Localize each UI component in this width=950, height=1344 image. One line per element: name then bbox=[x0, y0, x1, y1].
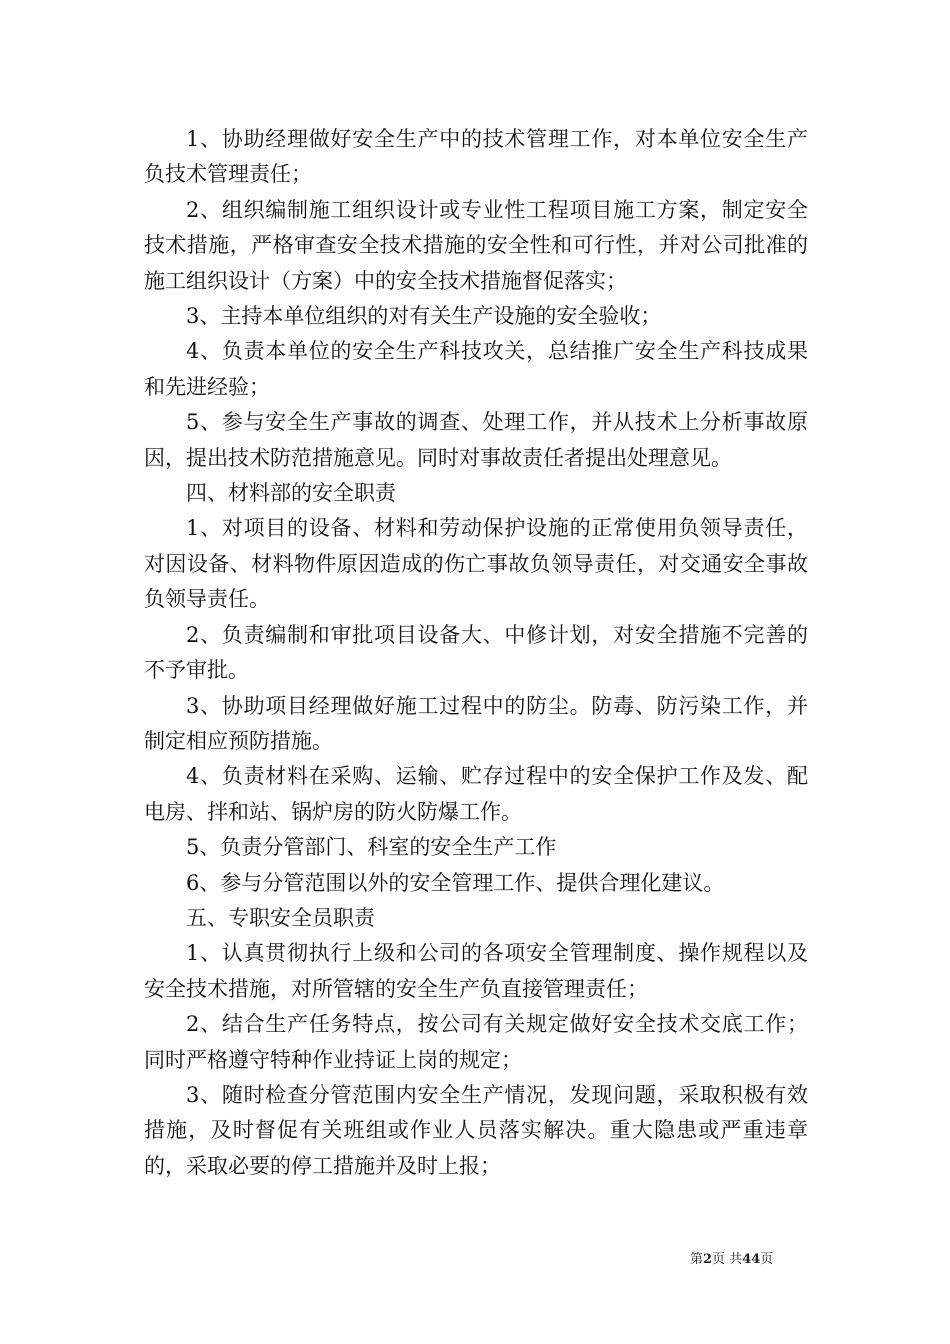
footer-middle: 页 共 bbox=[712, 1252, 743, 1267]
paragraph: 4、负责材料在采购、运输、贮存过程中的安全保护工作及发、配电房、拌和站、锅炉房的防火防爆工作。 bbox=[144, 764, 808, 824]
footer-suffix: 页 bbox=[760, 1252, 774, 1267]
paragraph: 2、负责编制和审批项目设备大、中修计划，对安全措施不完善的不予审批。 bbox=[144, 622, 808, 683]
paragraph: 2、组织编制施工组织设计或专业性工程项目施工方案，制定安全技术措施，严格审查安全技术措施的安全性和可行性，并对公司批准的施工组织设计（方案）中的安全技术措施督促落实； bbox=[144, 197, 808, 293]
document-body bbox=[144, 122, 808, 1184]
paragraph: 5、负责分管部门、科室的安全生产工作 bbox=[186, 835, 557, 860]
paragraph: 3、随时检查分管范围内安全生产情况，发现问题，采取积极有效措施，及时督促有关班组或作业人员落实解决。重大隐患或严重违章的，采取必要的停工措施并及时上报； bbox=[144, 1082, 808, 1178]
footer-prefix: 第 bbox=[690, 1252, 704, 1267]
section-heading: 四、材料部的安全职责 bbox=[186, 481, 396, 506]
paragraph: 2、结合生产任务特点，按公司有关规定做好安全技术交底工作；同时严格遵守特种作业持证上岗的规定； bbox=[144, 1012, 808, 1072]
footer-page-number: 2 bbox=[703, 1252, 713, 1267]
paragraph: 3、协助项目经理做好施工过程中的防尘。防毒、防污染工作，并制定相应预防措施。 bbox=[144, 693, 808, 753]
paragraph: 1、认真贯彻执行上级和公司的各项安全管理制度、操作规程以及安全技术措施，对所管辖的安全生产负直接管理责任； bbox=[144, 941, 808, 1001]
paragraph: 3、主持本单位组织的对有关生产设施的安全验收； bbox=[186, 304, 662, 329]
page-footer bbox=[690, 1248, 820, 1267]
footer-total-pages: 44 bbox=[742, 1252, 761, 1267]
paragraph: 1、协助经理做好安全生产中的技术管理工作，对本单位安全生产负技术管理责任； bbox=[144, 127, 808, 187]
paragraph: 5、参与安全生产事故的调查、处理工作，并从技术上分析事故原因，提出技术防范措施意见。同时对事故责任者提出处理意见。 bbox=[144, 410, 808, 470]
paragraph: 6、参与分管范围以外的安全管理工作、提供合理化建议。 bbox=[186, 870, 725, 895]
paragraph: 4、负责本单位的安全生产科技攻关，总结推广安全生产科技成果和先进经验； bbox=[144, 339, 808, 399]
paragraph: 1、对项目的设备、材料和劳动保护设施的正常使用负领导责任，对因设备、材料物件原因造成的伤亡事故负领导责任，对交通安全事故负领导责任。 bbox=[144, 516, 808, 612]
section-heading: 五、专职安全员职责 bbox=[186, 905, 375, 930]
